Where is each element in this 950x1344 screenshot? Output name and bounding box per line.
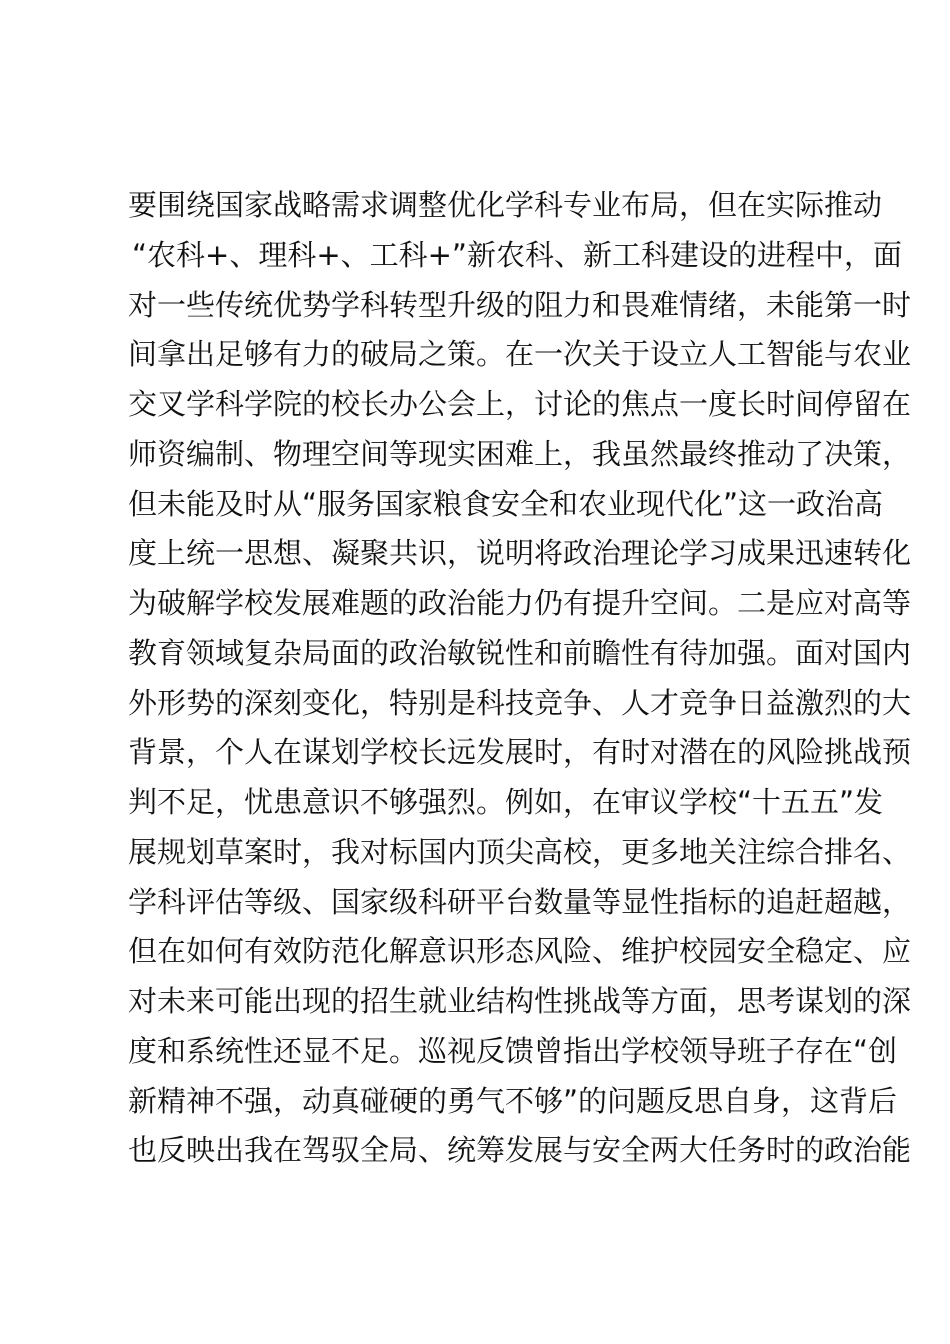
body-line-10: 教育领域复杂局面的政治敏锐性和前瞻性有待加强。面对国内 (128, 635, 912, 670)
body-line-4: 间拿出足够有力的破局之策。在一次关于设立人工智能与农业 (128, 337, 912, 372)
body-line-14: 展规划草案时，我对标国内顶尖高校，更多地关注综合排名、 (128, 834, 912, 869)
body-line-2: “农科+、理科+、工科+”新农科、新工科建设的进程中，面 (132, 237, 902, 272)
body-line-7: 但未能及时从“服务国家粮食安全和农业现代化”这一政治高 (128, 486, 884, 521)
body-line-8: 度上统一思想、凝聚共识，说明将政治理论学习成果迅速转化 (128, 536, 912, 571)
body-line-6: 师资编制、物理空间等现实困难上，我虽然最终推动了决策， (128, 436, 912, 471)
body-line-5: 交叉学科学院的校长办公会上，讨论的焦点一度长时间停留在 (128, 387, 912, 421)
body-line-17: 对未来可能出现的招生就业结构性挑战等方面，思考谋划的深 (128, 984, 912, 1018)
body-line-15: 学科评估等级、国家级科研平台数量等显性指标的追赶超越， (128, 884, 912, 919)
body-line-11: 外形势的深刻变化，特别是科技竞争、人才竞争日益激烈的大 (128, 685, 912, 720)
body-line-18: 度和系统性还显不足。巡视反馈曾指出学校领导班子存在“创 (128, 1033, 898, 1068)
body-line-13: 判不足，忧患意识不够强烈。例如，在审议学校“十五五”发 (128, 785, 884, 819)
body-text (128, 181, 912, 1176)
body-line-3: 对一些传统优势学科转型升级的阻力和畏难情绪，未能第一时 (128, 287, 912, 322)
body-line-20: 也反映出我在驾驭全局、统筹发展与安全两大任务时的政治能 (128, 1133, 912, 1168)
body-line-1: 要围绕国家战略需求调整优化学科专业布局，但在实际推动 (128, 188, 883, 222)
body-line-19: 新精神不强，动真碰硬的勇气不够”的问题反思自身，这背后 (128, 1083, 898, 1118)
body-line-12: 背景，个人在谋划学校长远发展时，有时对潜在的风险挑战预 (128, 735, 912, 770)
body-line-16: 但在如何有效防范化解意识形态风险、维护校园安全稳定、应 (128, 934, 912, 969)
body-line-9: 为破解学校发展难题的政治能力仍有提升空间。二是应对高等 (128, 586, 912, 620)
